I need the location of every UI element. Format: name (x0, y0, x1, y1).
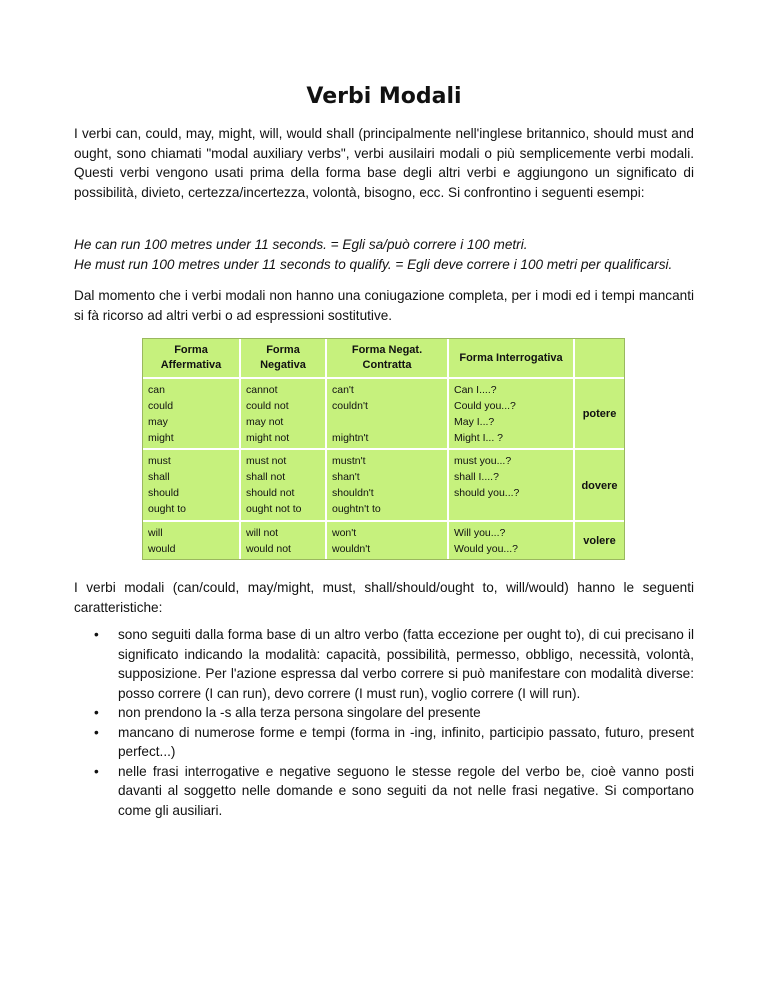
verb-form: couldn't (332, 400, 368, 412)
verb-form: shouldn't (332, 487, 374, 500)
verb-form: must you...? (454, 455, 512, 468)
verb-form: could not (246, 400, 289, 412)
meaning-label: dovere (574, 449, 624, 520)
table-row-group (143, 521, 624, 559)
verb-form: will not (246, 526, 279, 539)
table-row-group (143, 378, 624, 449)
cell-negativa (240, 378, 326, 449)
verb-form: must (148, 455, 171, 468)
intro-paragraph: I verbi can, could, may, might, will, would shall (principalmente nell'inglese britannico, should must and ought, sono chiamati "modal auxiliary verbs", verbi ausilairi modali o più semplicemente verbi modali. Questi verbi vengono usati prima della forma base degli altri verbi e aggiungono un significato di possibilità, divieto, certezza/incertezza, volontà, bisogno, ecc. Si confrontino i seguenti esempi: (74, 126, 694, 200)
verb-form: will (148, 526, 163, 539)
bullet-icon: • (94, 724, 99, 740)
verb-form: can't (332, 384, 354, 396)
verb-form: oughtn't to (332, 503, 381, 516)
cell-interrogativa (448, 378, 574, 449)
verb-form (454, 501, 568, 517)
header-contratta: Forma Negat. Contratta (326, 339, 448, 378)
list-item-text: non prendono la -s alla terza persona singolare del presente (118, 705, 481, 720)
cell-contratta (326, 378, 448, 449)
verb-form: wouldn't (332, 542, 371, 555)
cell-contratta (326, 521, 448, 559)
meaning-label: volere (574, 521, 624, 559)
verb-form: Would you...? (454, 542, 519, 555)
verb-form: Might I... ? (454, 432, 504, 444)
verb-form: cannot (246, 384, 278, 396)
meaning-label: potere (574, 378, 624, 449)
cell-affermativa (143, 378, 240, 449)
verb-form: won't (332, 526, 357, 539)
verb-form: would not (246, 542, 291, 555)
cell-negativa (240, 449, 326, 520)
bullet-icon: • (94, 705, 99, 720)
verb-form: might not (246, 432, 290, 444)
cell-affermativa (143, 521, 240, 559)
modal-verbs-table (142, 338, 625, 560)
verb-form: May I...? (454, 416, 495, 428)
verb-form: could (148, 400, 174, 412)
verb-form: Could you...? (454, 400, 516, 412)
verb-form: ought not to (246, 503, 302, 516)
example-sentence: He can run 100 metres under 11 seconds. = Egli sa/può correre i 100 metri. (74, 237, 528, 252)
examples-block (74, 235, 694, 274)
list-item (74, 723, 694, 762)
table-row-group (143, 449, 624, 520)
verb-form: would (148, 542, 176, 555)
header-negativa: Forma Negativa (240, 339, 326, 378)
verb-form: may (148, 416, 168, 428)
modal-verbs-grid (143, 339, 624, 559)
bullet-icon: • (94, 627, 99, 642)
cell-interrogativa (448, 521, 574, 559)
cell-contratta (326, 449, 448, 520)
cell-negativa (240, 521, 326, 559)
bullet-icon: • (94, 763, 99, 779)
header-meaning (574, 339, 624, 378)
verb-form: Can I....? (454, 384, 497, 396)
list-item (74, 762, 694, 821)
note-paragraph: Dal momento che i verbi modali non hanno una coniugazione completa, per i modi ed i tempi mancanti si fà ricorso ad altri verbi o ad espressioni sostitutive. (74, 288, 694, 323)
verb-form: mightn't (332, 432, 369, 444)
list-item (74, 625, 694, 703)
verb-form: mustn't (332, 455, 366, 468)
verb-form: might (148, 432, 174, 444)
verb-form: shall not (246, 471, 286, 484)
verb-form: Will you...? (454, 526, 506, 539)
verb-form: should (148, 487, 179, 500)
verb-form: shan't (332, 471, 360, 484)
characteristics-list (74, 625, 694, 820)
verb-form (332, 414, 442, 430)
verb-form: shall I....? (454, 471, 499, 484)
list-item-text: nelle frasi interrogative e negative seguono le stesse regole del verbo be, cioè vanno posti davanti al soggetto nelle domande e sono seguiti da not nelle frasi negative. Si comportano come gli ausiliari. (118, 763, 694, 818)
verb-form: must not (246, 455, 287, 468)
cell-interrogativa (448, 449, 574, 520)
example-sentence: He must run 100 metres under 11 seconds to qualify. = Egli deve correre i 100 metri per qualificarsi. (74, 256, 673, 272)
verb-form: may not (246, 416, 284, 428)
page-title: Verbi Modali (306, 84, 462, 109)
verb-form: should you...? (454, 487, 520, 500)
list-item-text: sono seguiti dalla forma base di un altro verbo (fatta eccezione per ought to), di cui precisano il significato indicando la modalità: capacità, possibilità, permesso, obbligo, necessità, volontà, supposizione. Per l'azione espressa dal verbo correre si può manifestare con modalità diverse: posso correre (I can run), devo correre (I must run), voglio correre (I will run). (118, 627, 694, 701)
list-item (74, 703, 694, 723)
verb-form: can (148, 384, 165, 396)
verb-form: should not (246, 487, 295, 500)
verb-form: ought to (148, 503, 186, 516)
verb-form: shall (148, 471, 170, 484)
cell-affermativa (143, 449, 240, 520)
header-interrogativa: Forma Interrogativa (448, 339, 574, 378)
characteristics-intro: I verbi modali (can/could, may/might, must, shall/should/ought to, will/would) hanno le seguenti caratteristiche: (74, 580, 694, 615)
header-affermativa: Forma Affermativa (143, 339, 240, 378)
list-item-text: mancano di numerose forme e tempi (forma in -ing, infinito, participio passato, futuro, present perfect...) (118, 724, 694, 759)
